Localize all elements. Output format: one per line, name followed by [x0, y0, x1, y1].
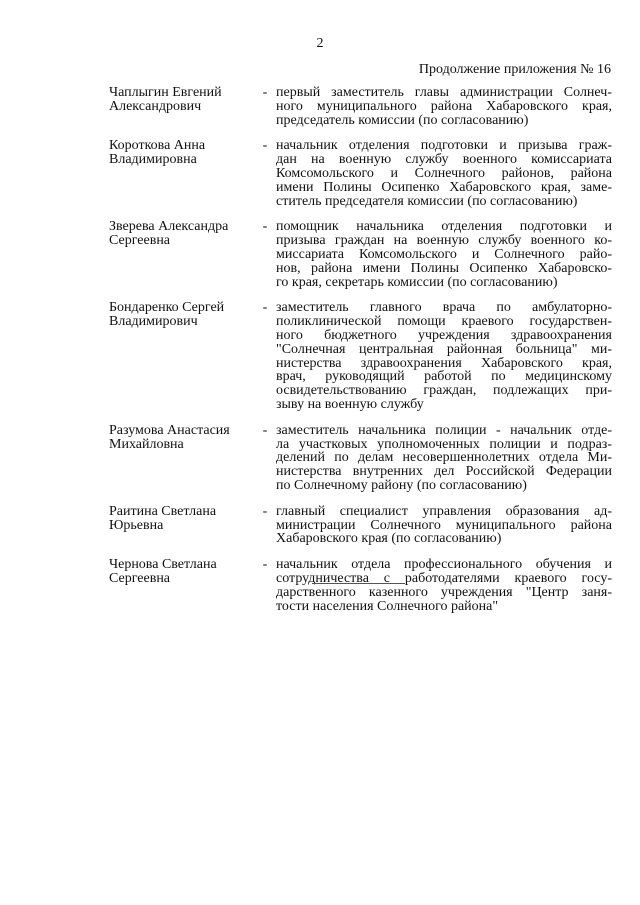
member-role-line: поликлинической помощи краевого государствен-	[276, 314, 612, 330]
member-row	[109, 139, 612, 208]
member-role-line: начальник отдела профессионального обучения и	[276, 557, 612, 573]
member-name-line: Юрьевна	[109, 517, 164, 533]
member-role-line: ного бюджетного учреждения здравоохранения	[276, 327, 612, 343]
member-role-line: ного муниципального района Хабаровского края,	[276, 98, 612, 114]
member-role-line: дан на военную службу военного комиссариата	[276, 152, 612, 168]
member-row	[109, 301, 612, 411]
member-role-line: миссариата Комсомольского и Солнечного райо-	[276, 246, 612, 262]
member-role-line: главный специалист управления образования ад-	[276, 503, 612, 519]
commission-members-list	[109, 86, 612, 613]
member-dash: -	[262, 219, 268, 235]
member-role-line: председатель комиссии (по согласованию)	[276, 112, 529, 128]
member-role-line: Хабаровского края (по согласованию)	[276, 531, 502, 547]
member-dash: -	[262, 422, 268, 438]
member-name-line: Владимирович	[109, 314, 198, 330]
member-role-line: "Солнечная центральная районная больница" ми-	[276, 341, 612, 357]
member-role	[276, 301, 612, 411]
member-name-line: Раитина Светлана	[109, 503, 217, 519]
member-dash: -	[262, 85, 268, 100]
member-role-line: начальник отделения подготовки и призыва граж-	[276, 138, 612, 154]
member-name-line: Чернова Светлана	[109, 557, 217, 573]
member-dash: -	[262, 557, 268, 573]
member-name-line: Бондаренко Сергей	[109, 300, 225, 316]
member-name-line: Чаплыгин Евгений	[109, 85, 222, 100]
member-dash: -	[262, 503, 268, 519]
member-role-line: заместитель начальника полиции - начальник отде-	[276, 422, 612, 438]
member-name-line: Разумова Анастасия	[109, 422, 230, 438]
member-row	[109, 505, 612, 546]
page-number: 2	[316, 36, 324, 51]
member-dash: -	[262, 138, 268, 154]
member-role-line: освидетельствованию граждан, подлежащих при-	[276, 383, 612, 399]
member-role-line: тости населения Солнечного района"	[276, 598, 499, 614]
member-row	[109, 86, 612, 127]
member-row	[109, 424, 612, 493]
member-name	[109, 505, 254, 533]
member-dash: -	[262, 300, 268, 316]
member-role-line: нистерства здравоохранения Хабаровского края,	[276, 355, 612, 371]
member-name-line: Владимировна	[109, 152, 197, 168]
member-role-line: заместитель главного врача по амбулаторно-	[276, 300, 612, 316]
member-role-line: нистерства внутренних дел Российской Федерации	[276, 464, 612, 480]
member-role-line: помощник начальника отделения подготовки и	[276, 219, 612, 235]
closing-divider	[312, 583, 405, 584]
member-role-line: ла участковых уполномоченных полиции и подраз-	[276, 436, 612, 452]
member-row	[109, 558, 612, 613]
member-role	[276, 139, 612, 208]
member-role	[276, 220, 612, 289]
member-role	[276, 424, 612, 493]
member-role-line: министрации Солнечного муниципального района	[276, 517, 612, 533]
member-role	[276, 505, 612, 546]
member-role-line: зыву на военную службу	[276, 396, 424, 412]
member-role-line: врач, руководящий работой по медицинскому	[276, 369, 612, 385]
member-role-line: имени Полины Осипенко Хабаровского края, заме-	[276, 179, 612, 195]
member-role-line: делений по делам несовершеннолетних отдела Ми-	[276, 450, 612, 466]
member-role-line: Комсомольского и Солнечного районов, района	[276, 165, 612, 181]
member-role	[276, 86, 612, 127]
member-role	[276, 558, 612, 613]
member-name-line: Сергеевна	[109, 570, 171, 586]
member-role-line: дарственного казенного учреждения "Центр заня-	[276, 584, 612, 600]
member-name	[109, 139, 254, 167]
member-name-line: Сергеевна	[109, 233, 171, 249]
member-name	[109, 424, 254, 452]
member-name-line: Короткова Анна	[109, 138, 206, 154]
member-role-line: первый заместитель главы администрации Солнеч-	[276, 85, 612, 100]
member-name	[109, 558, 254, 586]
member-role-line: призыва граждан на военную службу военного ко-	[276, 233, 612, 249]
member-name	[109, 220, 254, 248]
member-name	[109, 86, 254, 114]
member-row	[109, 220, 612, 289]
appendix-continuation-note: Продолжение приложения № 16	[418, 62, 611, 77]
member-role-line: ститель председателя комиссии (по согласованию)	[276, 193, 578, 209]
member-role-line: го края, секретарь комиссии (по согласованию)	[276, 274, 558, 290]
member-name-line: Михайловна	[109, 436, 184, 452]
member-name-line: Александрович	[109, 98, 202, 114]
member-role-line: по Солнечному району (по согласованию)	[276, 477, 527, 493]
member-role-line: сотрудничества с работодателями краевого госу-	[276, 570, 612, 586]
member-name-line: Зверева Александра	[109, 219, 229, 235]
member-role-line: нов, района имени Полины Осипенко Хабаровско-	[276, 260, 612, 276]
member-name	[109, 301, 254, 329]
